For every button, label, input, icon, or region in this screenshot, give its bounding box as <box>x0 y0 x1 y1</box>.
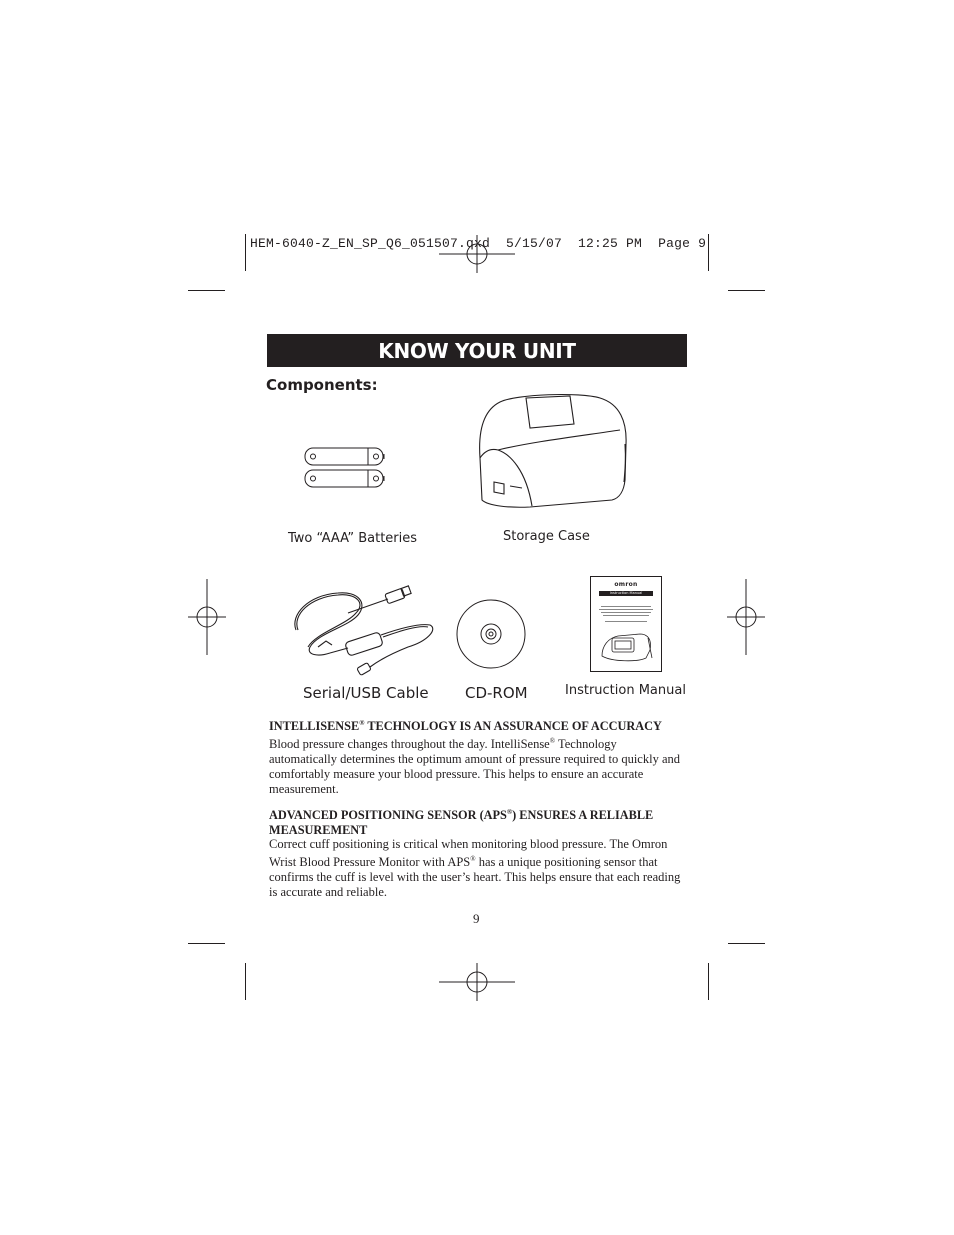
wrist-monitor-icon <box>598 628 654 664</box>
page-title: KNOW YOUR UNIT <box>378 338 576 363</box>
usb-cable-icon <box>288 585 438 680</box>
manual-header: Instruction Manual <box>599 591 653 596</box>
registration-mark-icon <box>727 579 765 655</box>
batteries-caption: Two “AAA” Batteries <box>288 531 418 546</box>
instruction-manual-caption: Instruction Manual <box>565 683 686 698</box>
cd-rom-caption: CD-ROM <box>465 684 528 702</box>
intellisense-body: Blood pressure changes throughout the day. IntelliSense® Technology automatically determines the optimum amount of pressure required to quickly and comfortably measure your blood pressure. This helps to ensure an accurate measurement. <box>269 737 680 797</box>
registration-mark-icon <box>439 235 515 273</box>
batteries-icon <box>300 445 390 493</box>
file-slug: HEM-6040-Z_EN_SP_Q6_051507.qxd 5/15/07 12:25 PM Page 9 <box>250 236 707 251</box>
title-bar <box>267 334 687 367</box>
usb-cable-caption: Serial/USB Cable <box>303 684 429 702</box>
registration-mark-icon <box>439 963 515 1001</box>
storage-case-caption: Storage Case <box>503 529 590 544</box>
cd-rom-icon <box>455 598 527 670</box>
aps-body: Correct cuff positioning is critical when monitoring blood pressure. The Omron Wrist Blood Pressure Monitor with APS® has a unique positioning sensor that confirms the cuff is level with the user’s heart. This helps ensure that each reading is accurate and reliable. <box>269 837 681 900</box>
registration-mark-icon <box>188 579 226 655</box>
storage-case-icon <box>470 390 630 512</box>
components-heading: Components: <box>266 376 378 394</box>
intellisense-heading: INTELLISENSE® TECHNOLOGY IS AN ASSURANCE OF ACCURACY <box>269 719 662 734</box>
aps-heading: ADVANCED POSITIONING SENSOR (APS®) ENSURES A RELIABLE MEASUREMENT <box>269 808 654 838</box>
manual-brand: omron <box>614 581 638 588</box>
instruction-manual-icon <box>590 576 662 672</box>
page-number: 9 <box>473 911 480 926</box>
